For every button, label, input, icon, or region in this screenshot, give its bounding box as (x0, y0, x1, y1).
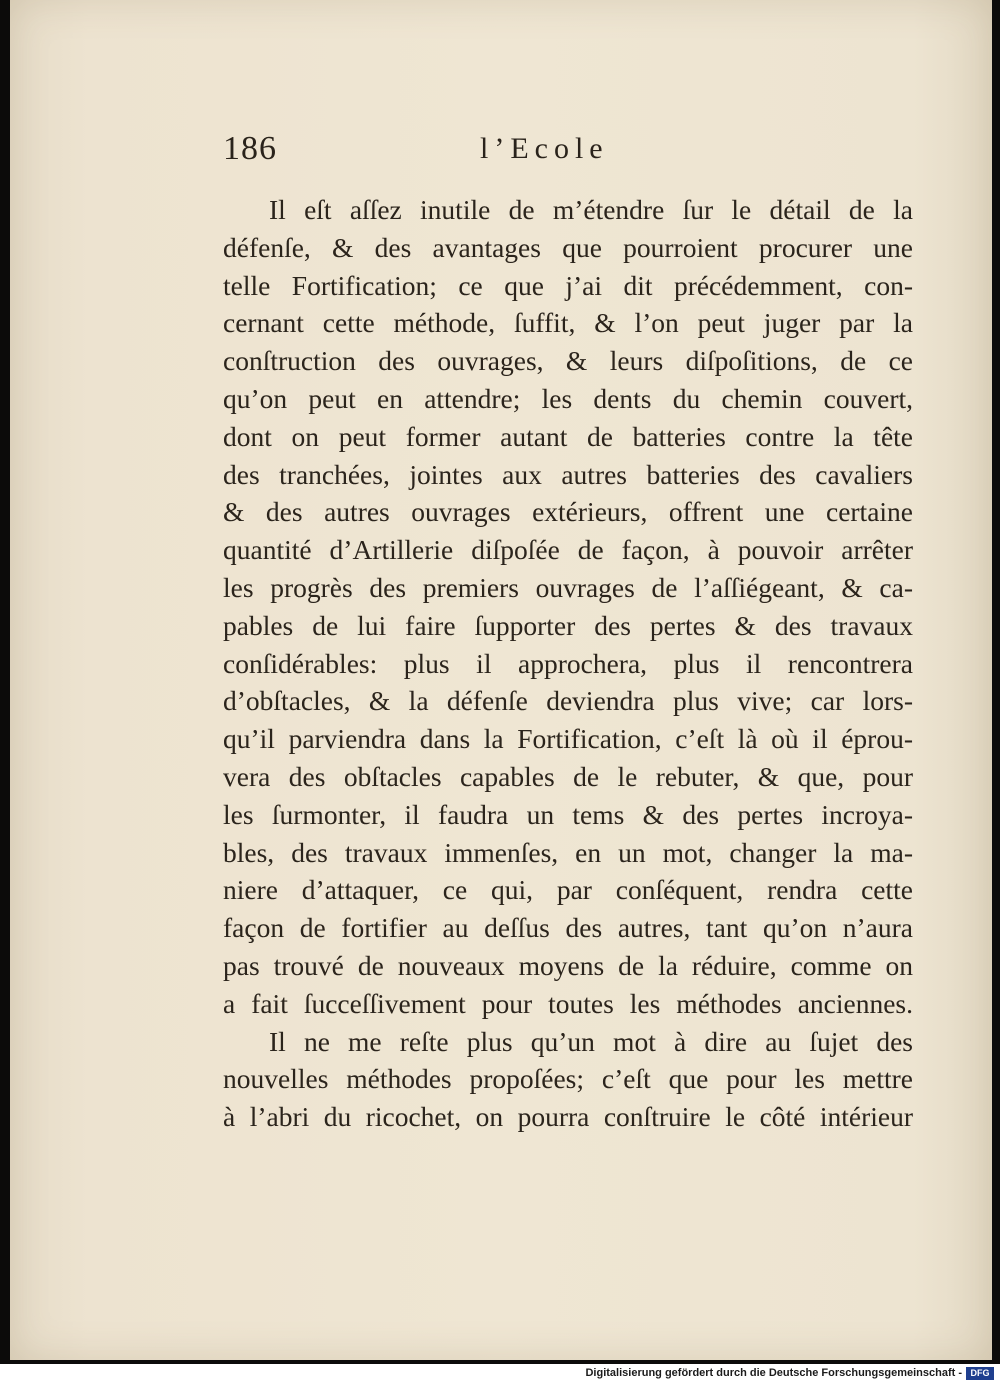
text-line: dont on peut former autant de batteries contre la tête (223, 420, 913, 452)
text-line: conſtruction des ouvrages, & leurs diſpoſitions, de ce (223, 345, 913, 377)
text-line: défenſe, & des avantages que pourroient procurer une (223, 231, 913, 263)
text-line: vera des obſtacles capables de le rebuter, & que, pour (223, 760, 913, 792)
text-line: pables de lui faire ſupporter des pertes & des travaux (223, 609, 913, 641)
text-line: à l’abri du ricochet, on pourra conſtruire le côté intérieur (223, 1101, 913, 1133)
text-line: Il ne me reſte plus qu’un mot à dire au ſujet des (269, 1025, 913, 1057)
dfg-logo: DFG (966, 1367, 994, 1380)
text-line: bles, des travaux immenſes, en un mot, changer la ma- (223, 836, 913, 868)
text-line: telle Fortification; ce que j’ai dit précédemment, con- (223, 269, 913, 301)
text-line: qu’il parviendra dans la Fortification, c’eſt là où il éprou- (223, 723, 913, 755)
text-line: les progrès des premiers ouvrages de l’aſſiégeant, & ca- (223, 571, 913, 603)
text-line: quantité d’Artillerie diſpoſée de façon, à pouvoir arrêter (223, 534, 913, 566)
funding-credit: Digitalisierung gefördert durch die Deutsche Forschungsgemeinschaft - (585, 1367, 962, 1379)
body-text (223, 191, 913, 1136)
text-line: des tranchées, jointes aux autres batteries des cavaliers (223, 458, 913, 490)
text-line: cernant cette méthode, ſuffit, & l’on peut juger par la (223, 307, 913, 339)
text-line: nouvelles méthodes propoſées; c’eſt que pour les mettre (223, 1063, 913, 1095)
text-line: qu’on peut en attendre; les dents du chemin couvert, (223, 382, 913, 414)
text-line: les ſurmonter, il faudra un tems & des pertes incroya- (223, 798, 913, 830)
text-line: conſidérables: plus il approchera, plus il rencontrera (223, 647, 913, 679)
running-head (10, 130, 992, 170)
text-line: Il eſt aſſez inutile de m’étendre ſur le détail de la (269, 194, 913, 225)
book-page (10, 0, 992, 1360)
text-line: a fait ſucceſſivement pour toutes les méthodes anciennes. (223, 987, 913, 1019)
text-line: pas trouvé de nouveaux moyens de la réduire, comme on (223, 949, 913, 981)
running-title: l’Ecole (480, 132, 609, 165)
text-line: d’obſtacles, & la défenſe deviendra plus vive; car lors- (223, 685, 913, 717)
text-line: & des autres ouvrages extérieurs, offrent une certaine (223, 496, 913, 528)
text-line: façon de fortifier au deſſus des autres, tant qu’on n’aura (223, 912, 913, 944)
text-line: niere d’attaquer, ce qui, par conſéquent, rendra cette (223, 874, 913, 906)
page-number: 186 (223, 130, 277, 167)
digitization-footer (0, 1364, 1000, 1384)
